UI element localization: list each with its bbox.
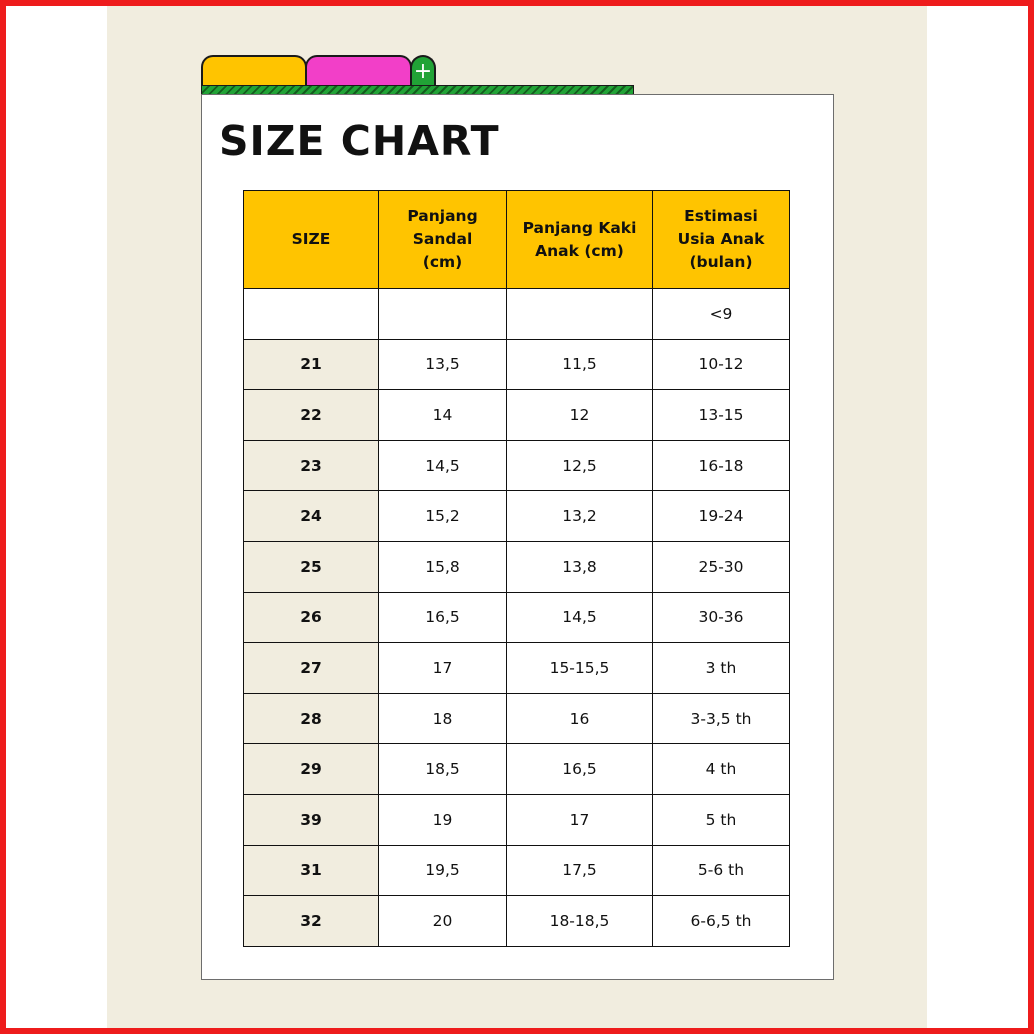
sandal-length-cell: 15,8	[379, 541, 507, 592]
plus-icon: +	[413, 59, 433, 84]
sandal-length-cell: 15,2	[379, 491, 507, 542]
page-title: SIZE CHART	[219, 117, 500, 165]
age-cell: 3-3,5 th	[653, 693, 790, 744]
size-cell: 28	[244, 693, 379, 744]
table-body	[244, 289, 790, 947]
table-row	[244, 744, 790, 795]
foot-length-cell: 15-15,5	[507, 643, 653, 694]
table-row	[244, 491, 790, 542]
size-cell: 23	[244, 440, 379, 491]
header-age-estimate: Estimasi Usia Anak (bulan)	[653, 191, 790, 289]
sandal-length-cell: 20	[379, 896, 507, 947]
foot-length-cell: 16	[507, 693, 653, 744]
foot-length-cell: 12,5	[507, 440, 653, 491]
foot-length-cell: 16,5	[507, 744, 653, 795]
size-cell: 21	[244, 339, 379, 390]
age-cell: 6-6,5 th	[653, 896, 790, 947]
foot-length-cell	[507, 289, 653, 340]
header-foot-length: Panjang Kaki Anak (cm)	[507, 191, 653, 289]
foot-length-cell: 13,8	[507, 541, 653, 592]
size-cell: 27	[244, 643, 379, 694]
age-cell: 13-15	[653, 390, 790, 441]
age-cell: 30-36	[653, 592, 790, 643]
age-cell: 10-12	[653, 339, 790, 390]
table-row	[244, 794, 790, 845]
tab-pink[interactable]	[305, 55, 412, 89]
size-cell: 32	[244, 896, 379, 947]
size-cell: 24	[244, 491, 379, 542]
table-header-row	[244, 191, 790, 289]
sandal-length-cell: 19,5	[379, 845, 507, 896]
size-chart-table	[243, 190, 790, 947]
age-cell: 4 th	[653, 744, 790, 795]
sandal-length-cell: 13,5	[379, 339, 507, 390]
sandal-length-cell: 14	[379, 390, 507, 441]
sandal-length-cell: 19	[379, 794, 507, 845]
sandal-length-cell: 17	[379, 643, 507, 694]
sandal-length-cell: 16,5	[379, 592, 507, 643]
add-tab-button[interactable]	[410, 55, 436, 89]
foot-length-cell: 17,5	[507, 845, 653, 896]
table-row	[244, 289, 790, 340]
age-cell: 5 th	[653, 794, 790, 845]
table-row	[244, 693, 790, 744]
table-row	[244, 390, 790, 441]
foot-length-cell: 13,2	[507, 491, 653, 542]
age-cell: 19-24	[653, 491, 790, 542]
age-cell: 5-6 th	[653, 845, 790, 896]
sandal-length-cell: 18	[379, 693, 507, 744]
foot-length-cell: 12	[507, 390, 653, 441]
size-cell: 25	[244, 541, 379, 592]
table-row	[244, 845, 790, 896]
size-cell: 29	[244, 744, 379, 795]
foot-length-cell: 18-18,5	[507, 896, 653, 947]
table-row	[244, 541, 790, 592]
size-cell: 26	[244, 592, 379, 643]
foot-length-cell: 14,5	[507, 592, 653, 643]
table-row	[244, 896, 790, 947]
sandal-length-cell: 14,5	[379, 440, 507, 491]
size-cell	[244, 289, 379, 340]
age-cell: 16-18	[653, 440, 790, 491]
table-row	[244, 440, 790, 491]
header-size: SIZE	[244, 191, 379, 289]
table-row	[244, 592, 790, 643]
size-cell: 39	[244, 794, 379, 845]
age-cell: 3 th	[653, 643, 790, 694]
foot-length-cell: 11,5	[507, 339, 653, 390]
tab-yellow[interactable]	[201, 55, 307, 89]
size-cell: 31	[244, 845, 379, 896]
header-sandal-length: Panjang Sandal (cm)	[379, 191, 507, 289]
sandal-length-cell: 18,5	[379, 744, 507, 795]
age-cell: 25-30	[653, 541, 790, 592]
sandal-length-cell	[379, 289, 507, 340]
table-row	[244, 643, 790, 694]
size-cell: 22	[244, 390, 379, 441]
age-cell: <9	[653, 289, 790, 340]
table-row	[244, 339, 790, 390]
foot-length-cell: 17	[507, 794, 653, 845]
